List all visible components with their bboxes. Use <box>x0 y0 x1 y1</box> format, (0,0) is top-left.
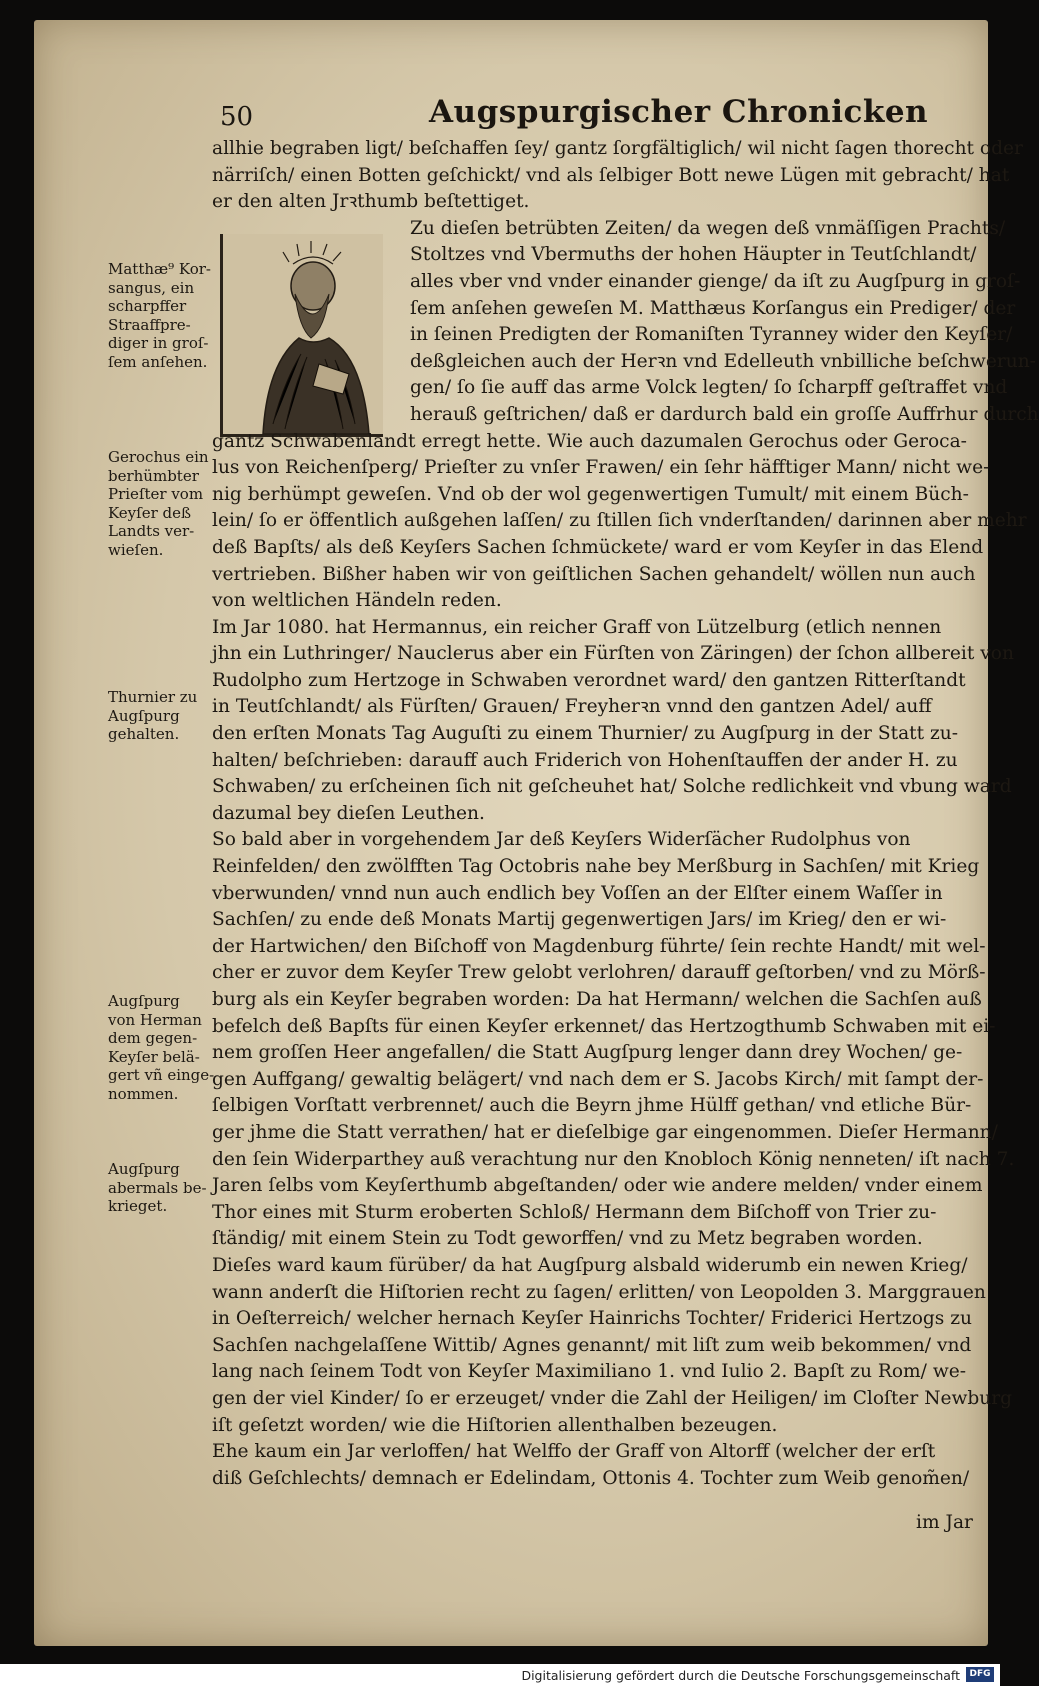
margin-note-line: Keyſer belä- <box>108 1047 200 1066</box>
text-line: in Teutſchlandt/ als Fürſten/ Grauen/ Freyherꝛn vnnd den gantzen Adel/ auff <box>212 696 932 718</box>
text-line: Rudolpho zum Hertzoge in Schwaben verordnet ward/ den gantzen Ritterſtandt <box>212 669 966 691</box>
text-line: Jaren ſelbs vom Keyſerthumb abgeſtanden/ oder wie andere melden/ vnder einem <box>212 1175 983 1197</box>
body-text <box>212 136 1039 1492</box>
text-line: jhn ein Luthringer/ Nauclerus aber ein Fürſten von Zäringen) der ſchon allbereit von <box>212 643 1014 665</box>
text-line: närriſch/ einen Botten geſchickt/ vnd als ſelbiger Bott newe Lügen mit gebracht/ hat <box>212 164 1010 186</box>
text-line: diß Geſchlechts/ demnach er Edelindam, Ottonis 4. Tochter zum Weib genom̃en/ <box>212 1467 970 1489</box>
text-line: in ſeinen Predigten der Romaniſten Tyranney wider den Keyſer/ <box>410 324 1013 346</box>
margin-note-line: gert vñ einge- <box>108 1066 215 1084</box>
text-line: Sachſen/ zu ende deß Monats Martij gegenwertigen Jars/ im Krieg/ den er wi- <box>212 909 947 931</box>
text-line: Zu dieſen betrübten Zeiten/ da wegen deß vnmäſſigen Prachts/ <box>410 217 1006 239</box>
footer-bar <box>0 1664 1000 1686</box>
text-line: allhie begraben ligt/ beſchaffen ſey/ gantz ſorgfältiglich/ wil nicht ſagen thorecht oder <box>212 138 1023 159</box>
text-line: er den alten Jrꝛthumb beſtettiget. <box>212 191 530 213</box>
text-line: herauß geſtrichen/ daß er dardurch bald ein groſſe Auffrhur durch <box>410 403 1039 425</box>
page-number: 50 <box>220 102 254 132</box>
footer-credit: Digitalisierung gefördert durch die Deutsche Forschungsgemeinschaft <box>521 1668 960 1683</box>
text-line: gen der viel Kinder/ ſo er erzeuget/ vnder die Zahl der Heiligen/ im Cloſter Newburg <box>212 1387 1013 1409</box>
text-line: So bald aber in vorgehendem Jar deß Keyſers Widerſächer Rudolphus von <box>212 829 911 851</box>
text-line: gantz Schwabenlandt erregt hette. Wie auch dazumalen Gerochus oder Geroca- <box>212 430 967 452</box>
margin-note-line: Augſpurg <box>108 706 180 725</box>
text-line: dazumal bey dieſen Leuthen. <box>212 802 485 824</box>
margin-note-line: Matthæ⁹ Kor- <box>108 260 211 278</box>
text-line: ger jhme die Statt verrathen/ hat er dieſelbige gar eingenommen. Dieſer Hermann/ <box>212 1121 998 1143</box>
margin-note-line: Gerochus ein <box>108 448 209 466</box>
text-line: Thor eines mit Sturm eroberten Schloß/ Hermann dem Biſchoff von Trier zu- <box>212 1201 937 1223</box>
margin-note-line: sangus, ein <box>108 278 195 297</box>
margin-note-line: nommen. <box>108 1084 179 1103</box>
margin-note-line: abermals be- <box>108 1178 207 1197</box>
text-line: den erſten Monats Tag Auguſti zu einem Thurnier/ zu Augſpurg in der Statt zu- <box>212 723 959 745</box>
text-line: ſem anſehen geweſen M. Matthæus Korſangus ein Prediger/ der <box>410 297 1016 319</box>
margin-note-line: Landts ver- <box>108 522 195 540</box>
text-line: wann anderſt die Hiſtorien recht zu ſagen/ erlitten/ von Leopolden 3. Marggrauen <box>212 1281 986 1303</box>
text-line: von weltlichen Händeln reden. <box>212 590 502 612</box>
running-head: Augspurgischer Chronicken <box>429 94 929 130</box>
text-line: der Hartwichen/ den Biſchoff von Magdenburg führte/ ſein rechte Handt/ mit wel- <box>212 935 986 957</box>
text-line: Im Jar 1080. hat Hermannus, ein reicher Graff von Lützelburg (etlich nennen <box>212 616 942 638</box>
margin-note-line: Thurnier zu <box>108 688 198 706</box>
margin-note-line: Augſpurg <box>108 1160 180 1178</box>
margin-note-line: wieſen. <box>108 540 164 559</box>
text-line: alles vber vnd vnder einander gienge/ da iſt zu Augſpurg in groſ- <box>410 270 1021 292</box>
book-page <box>34 20 1039 1646</box>
text-line: iſt geſetzt worden/ wie die Hiſtorien allenthalben bezeugen. <box>212 1414 778 1436</box>
margin-note-line: scharpffer <box>108 297 187 315</box>
text-line: ſelbigen Vorſtatt verbrennet/ auch die Beyrn jhme Hülff gethan/ vnd etliche Bür- <box>212 1095 972 1117</box>
text-line: gen/ ſo ſie auff das arme Volck legten/ ſo ſcharpff geſtraffet vnd <box>410 377 1008 399</box>
text-line: Schwaben/ zu erſcheinen ſich nit geſcheuhet hat/ Solche redlichkeit vnd vbung ward <box>212 776 1012 798</box>
text-line: vberwunden/ vnnd nun auch endlich bey Voſſen an der Elſter einem Waſſer in <box>212 882 943 904</box>
margin-note-line: ſem anſehen. <box>108 352 208 371</box>
margin-note-line: von Herman <box>108 1010 202 1029</box>
text-line: Ehe kaum ein Jar verloffen/ hat Welffo der Graff von Altorff (welcher der erſt <box>212 1441 936 1463</box>
margin-note-line: diger in groſ- <box>108 334 209 352</box>
margin-note-line: Augſpurg <box>108 992 180 1010</box>
margin-note-line: gehalten. <box>108 725 180 743</box>
dfg-logo: DFG <box>966 1667 994 1682</box>
text-line: lus von Reichenſperg/ Prieſter zu vnſer Frawen/ ein ſehr häfftiger Mann/ nicht we- <box>212 457 990 479</box>
text-line: nem groſſen Heer angefallen/ die Statt Augſpurg lenger dann drey Wochen/ ge- <box>212 1042 963 1064</box>
text-line: Dieſes ward kaum fürüber/ da hat Augſpurg alsbald widerumb ein newen Krieg/ <box>212 1254 968 1276</box>
text-line: halten/ beſchrieben: darauff auch Friderich von Hohenſtauffen der ander H. zu <box>212 749 958 771</box>
text-line: gen Auffgang/ gewaltig belägert/ vnd nach dem er S. Jacobs Kirch/ mit ſampt der- <box>212 1068 984 1090</box>
text-line: Stoltzes vnd Vbermuths der hohen Häupter in Teutſchlandt/ <box>410 244 977 266</box>
text-line: vertrieben. Bißher haben wir von geiſtlichen Sachen gehandelt/ wöllen nun auch <box>212 563 976 585</box>
margin-note-line: berhümbter <box>108 466 199 485</box>
text-line: Reinfelden/ den zwölfften Tag Octobris nahe bey Merßburg in Sachſen/ mit Krieg <box>212 856 980 878</box>
margin-note-line: dem gegen- <box>108 1029 198 1047</box>
text-line: lein/ ſo er öffentlich außgehen laſſen/ zu ſtillen ſich vnderſtanden/ darinnen aber mehr <box>212 510 1027 532</box>
margin-note-line: Prieſter vom <box>108 485 204 503</box>
text-line: in Oeſterreich/ welcher hernach Keyſer Hainrichs Tochter/ Friderici Hertzogs zu <box>212 1308 973 1330</box>
catchword: im Jar <box>916 1512 973 1533</box>
text-line: Sachſen nachgelaſſene Wittib/ Agnes genannt/ mit liſt zum weib bekommen/ vnd <box>212 1334 972 1356</box>
text-line: deßgleichen auch der Herꝛn vnd Edelleuth vnbilliche beſchwerun- <box>410 350 1036 372</box>
text-line: befelch deß Bapſts für einen Keyſer erkennet/ das Hertzogthumb Schwaben mit ei- <box>212 1015 996 1037</box>
text-line: ſtändig/ mit einem Stein zu Todt geworffen/ vnd zu Metz begraben worden. <box>212 1228 923 1250</box>
margin-note-line: Keyſer deß <box>108 503 192 522</box>
margin-note-line: krieget. <box>108 1197 168 1215</box>
text-line: den ſein Widerparthey auß verachtung nur den Knobloch König nenneten/ iſt nach 7. <box>212 1148 1015 1170</box>
text-line: lang nach ſeinem Todt von Keyſer Maximiliano 1. vnd Iulio 2. Bapſt zu Rom/ we- <box>212 1361 967 1383</box>
text-line: nig berhümpt geweſen. Vnd ob der wol gegenwertigen Tumult/ mit einem Büch- <box>212 483 969 505</box>
text-line: cher er zuvor dem Keyſer Trew gelobt verlohren/ darauff geſtorben/ vnd zu Mörß- <box>212 962 986 984</box>
text-line: deß Bapſts/ als deß Keyſers Sachen ſchmückete/ ward er vom Keyſer in das Elend <box>212 536 984 558</box>
text-line: burg als ein Keyſer begraben worden: Da hat Hermann/ welchen die Sachſen auß <box>212 989 982 1010</box>
margin-note-line: Straaffpre- <box>108 315 191 334</box>
